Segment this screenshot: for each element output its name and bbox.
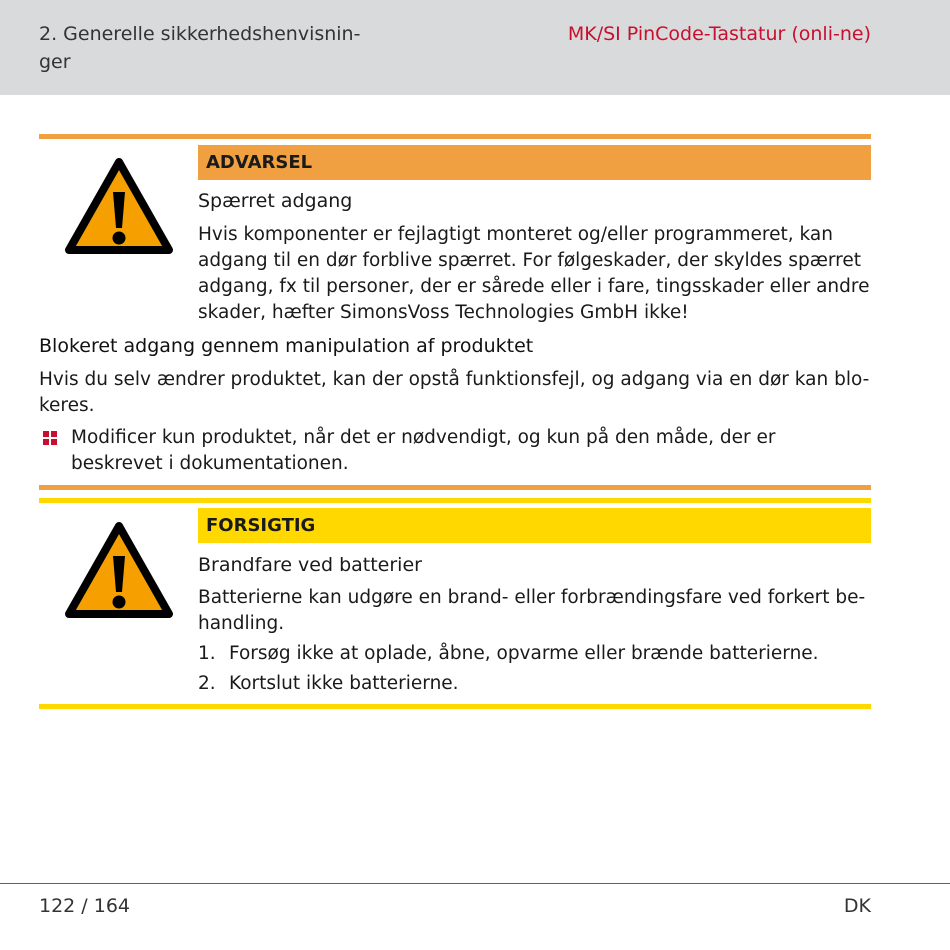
caution-bottom-rule [39, 704, 871, 709]
warning-triangle-icon [63, 520, 175, 620]
signal-word-advarsel: ADVARSEL [198, 145, 871, 180]
step-text: Forsøg ikke at oplade, åbne, opvarme eller brænde batterierne. [229, 643, 819, 664]
caution-top-rule [39, 498, 871, 503]
step-item [198, 669, 871, 699]
section-end-rule [39, 485, 871, 490]
warning-block-forsigtig [39, 485, 871, 715]
footer-divider [0, 883, 950, 884]
section-heading: Blokeret adgang gennem manipulation af produktet [39, 335, 534, 357]
language-code: DK [843, 895, 871, 917]
step-text: Kortslut ikke batterierne. [229, 673, 459, 694]
red-square-bullet-icon [43, 431, 57, 445]
warning-text: Hvis komponenter er fejlagtigt monteret og/eller programmeret, kan adgang til en dør forblive spærret. For følgeskader, der skyldes spærret adgang, fx til personer, der er sårede eller i fare, tingsskader eller andre skader, hæfter SimonsVoss Technologies GmbH ikke! [198, 224, 870, 323]
step-item [198, 639, 871, 669]
steps-list [198, 639, 871, 699]
warning-title: Brandfare ved batterier [198, 554, 422, 576]
step-number: 2. [198, 673, 216, 694]
bullet-text: Modificer kun produktet, når det er nødvendigt, og kun på den måde, der er beskrevet i dokumentationen. [71, 427, 776, 474]
step-number: 1. [198, 643, 216, 664]
warning-block-advarsel [39, 134, 871, 334]
warning-title: Spærret adgang [198, 190, 353, 212]
section-paragraph: Hvis du selv ændrer produktet, kan der opstå funktionsfejl, og adgang via en dør kan blo-keres. [39, 369, 870, 416]
warning-triangle-icon [63, 156, 175, 256]
page-number: 122 / 164 [39, 895, 131, 917]
header-section-title: 2. Generelle sikkerhedshenvisnin-ger [39, 23, 361, 73]
warning-text: Batterierne kan udgøre en brand- eller forbrændingsfare ved forkert be-handling. [198, 587, 866, 634]
signal-word-forsigtig: FORSIGTIG [198, 508, 871, 543]
page-header [0, 0, 950, 95]
warning-top-rule [39, 134, 871, 139]
header-product-name: MK/SI PinCode-Tastatur (onli-ne) [567, 23, 871, 45]
